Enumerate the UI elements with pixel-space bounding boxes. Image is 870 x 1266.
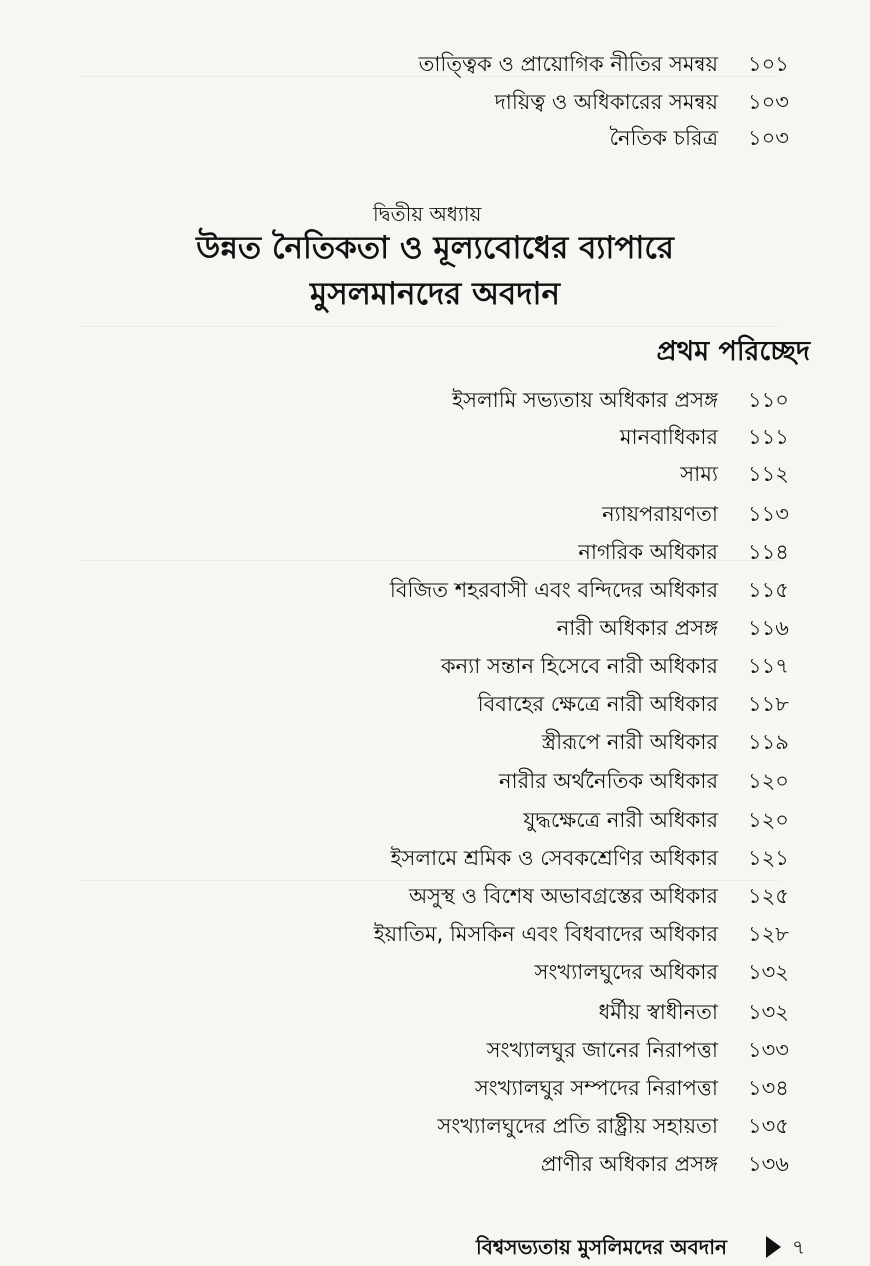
toc-entry-page: ১১৮ (748, 692, 789, 716)
toc-entry-title: তাত্ত্বিক ও প্রায়োগিক নীতির সমন্বয় (418, 52, 718, 76)
triangle-right-icon (766, 1236, 781, 1258)
toc-entry[interactable] (0, 572, 870, 608)
toc-entry[interactable] (0, 496, 870, 532)
toc-entry-page: ১১৬ (748, 616, 789, 640)
toc-entry-title: ন্যায়পরায়ণতা (602, 502, 718, 526)
toc-entry-title: নারী অধিকার প্রসঙ্গ (556, 616, 718, 640)
toc-entry[interactable] (0, 1032, 870, 1068)
toc-entry-page: ১০৩ (748, 126, 789, 150)
toc-entry[interactable] (0, 878, 870, 914)
toc-entry-title: নাগরিক অধিকার (578, 540, 718, 564)
toc-entry[interactable] (0, 763, 870, 799)
footer-page-number: ৭ (792, 1235, 806, 1259)
toc-entry-page: ১২০ (748, 769, 789, 793)
toc-entry-page: ১১৪ (748, 540, 789, 564)
toc-entry[interactable] (0, 916, 870, 952)
toc-entry-page: ১৩২ (748, 1000, 789, 1024)
toc-entry[interactable] (0, 46, 870, 82)
toc-entry-title: নারীর অর্থনৈতিক অধিকার (499, 769, 718, 793)
toc-entry-page: ১১০ (748, 388, 789, 412)
toc-entry-page: ১৩২ (748, 960, 789, 984)
toc-entry[interactable] (0, 610, 870, 646)
toc-entry[interactable] (0, 840, 870, 876)
footer-book-title: বিশ্বসভ্যতায় মুসলিমদের অবদান (476, 1235, 727, 1259)
toc-entry-page: ১০৩ (748, 90, 789, 114)
toc-entry[interactable] (0, 802, 870, 838)
toc-entry-title: ইসলামি সভ্যতায় অধিকার প্রসঙ্গ (452, 388, 718, 412)
toc-entry-title: যুদ্ধক্ষেত্রে নারী অধিকার (523, 808, 718, 832)
toc-entry-page: ১৩৩ (748, 1038, 789, 1062)
toc-entry[interactable] (0, 1108, 870, 1144)
toc-entry[interactable] (0, 534, 870, 570)
toc-entry[interactable] (0, 954, 870, 990)
toc-entry-title: সংখ্যালঘুদের প্রতি রাষ্ট্রীয় সহায়তা (437, 1114, 718, 1138)
toc-entry-title: ইয়াতিম, মিসকিন এবং বিধবাদের অধিকার (373, 922, 718, 946)
toc-entry-title: সংখ্যালঘুদের অধিকার (534, 960, 718, 984)
toc-entry[interactable] (0, 1070, 870, 1106)
page-footer (470, 1230, 870, 1264)
toc-entry-page: ১৩৬ (748, 1152, 789, 1176)
toc-entry-title: দায়িত্ব ও অধিকারের সমন্বয় (494, 90, 718, 114)
toc-entry-title: অসুস্থ ও বিশেষ অভাবগ্রস্তের অধিকার (409, 884, 718, 908)
toc-entry[interactable] (0, 724, 870, 760)
toc-entry-title: সংখ্যালঘুর সম্পদের নিরাপত্তা (474, 1076, 718, 1100)
toc-entry[interactable] (0, 382, 870, 418)
toc-entry-page: ১২০ (748, 808, 789, 832)
toc-entry-page: ১০১ (748, 52, 789, 76)
toc-entry-page: ১১৫ (748, 578, 789, 602)
toc-entry-title: সংখ্যালঘুর জানের নিরাপত্তা (486, 1038, 718, 1062)
toc-entry-title: স্ত্রীরূপে নারী অধিকার (541, 730, 718, 754)
chapter-label: দ্বিতীয় অধ্যায় (373, 202, 482, 226)
toc-entry[interactable] (0, 456, 870, 492)
toc-entry-title: কন্যা সন্তান হিসেবে নারী অধিকার (440, 654, 718, 678)
toc-entry-page: ১১৯ (748, 730, 789, 754)
toc-entry-page: ১৩৪ (748, 1076, 789, 1100)
toc-entry-page: ১৩৫ (748, 1114, 789, 1138)
toc-entry[interactable] (0, 84, 870, 120)
toc-entry-page: ১১৭ (748, 654, 789, 678)
toc-entry[interactable] (0, 120, 870, 156)
toc-entry-page: ১২১ (748, 846, 789, 870)
toc-entry-title: সাম্য (680, 462, 718, 486)
toc-entry[interactable] (0, 994, 870, 1030)
toc-entry-title: ইসলামে শ্রমিক ও সেবকশ্রেণির অধিকার (390, 846, 718, 870)
toc-entry-page: ১১২ (748, 462, 789, 486)
toc-entry-page: ১১১ (748, 425, 789, 449)
toc-entry[interactable] (0, 419, 870, 455)
toc-entry-title: বিবাহের ক্ষেত্রে নারী অধিকার (477, 692, 718, 716)
toc-entry[interactable] (0, 686, 870, 722)
bleed-through-line (80, 326, 780, 327)
toc-entry-page: ১২৮ (748, 922, 789, 946)
section-title: প্রথম পরিচ্ছেদ (656, 336, 810, 367)
toc-entry-title: নৈতিক চরিত্র (609, 126, 718, 150)
toc-entry-title: প্রাণীর অধিকার প্রসঙ্গ (540, 1152, 718, 1176)
toc-entry-title: বিজিত শহরবাসী এবং বন্দিদের অধিকার (389, 578, 718, 602)
chapter-title-line-1: উন্নত নৈতিকতা ও মূল্যবোধের ব্যাপারে (196, 230, 674, 266)
chapter-title-line-2: মুসলমানদের অবদান (310, 276, 560, 312)
toc-entry-title: ধর্মীয় স্বাধীনতা (598, 1000, 718, 1024)
toc-entry-page: ১২৫ (748, 884, 789, 908)
toc-entry[interactable] (0, 1146, 870, 1182)
toc-entry-title: মানবাধিকার (619, 425, 718, 449)
toc-entry-page: ১১৩ (748, 502, 789, 526)
toc-entry[interactable] (0, 648, 870, 684)
